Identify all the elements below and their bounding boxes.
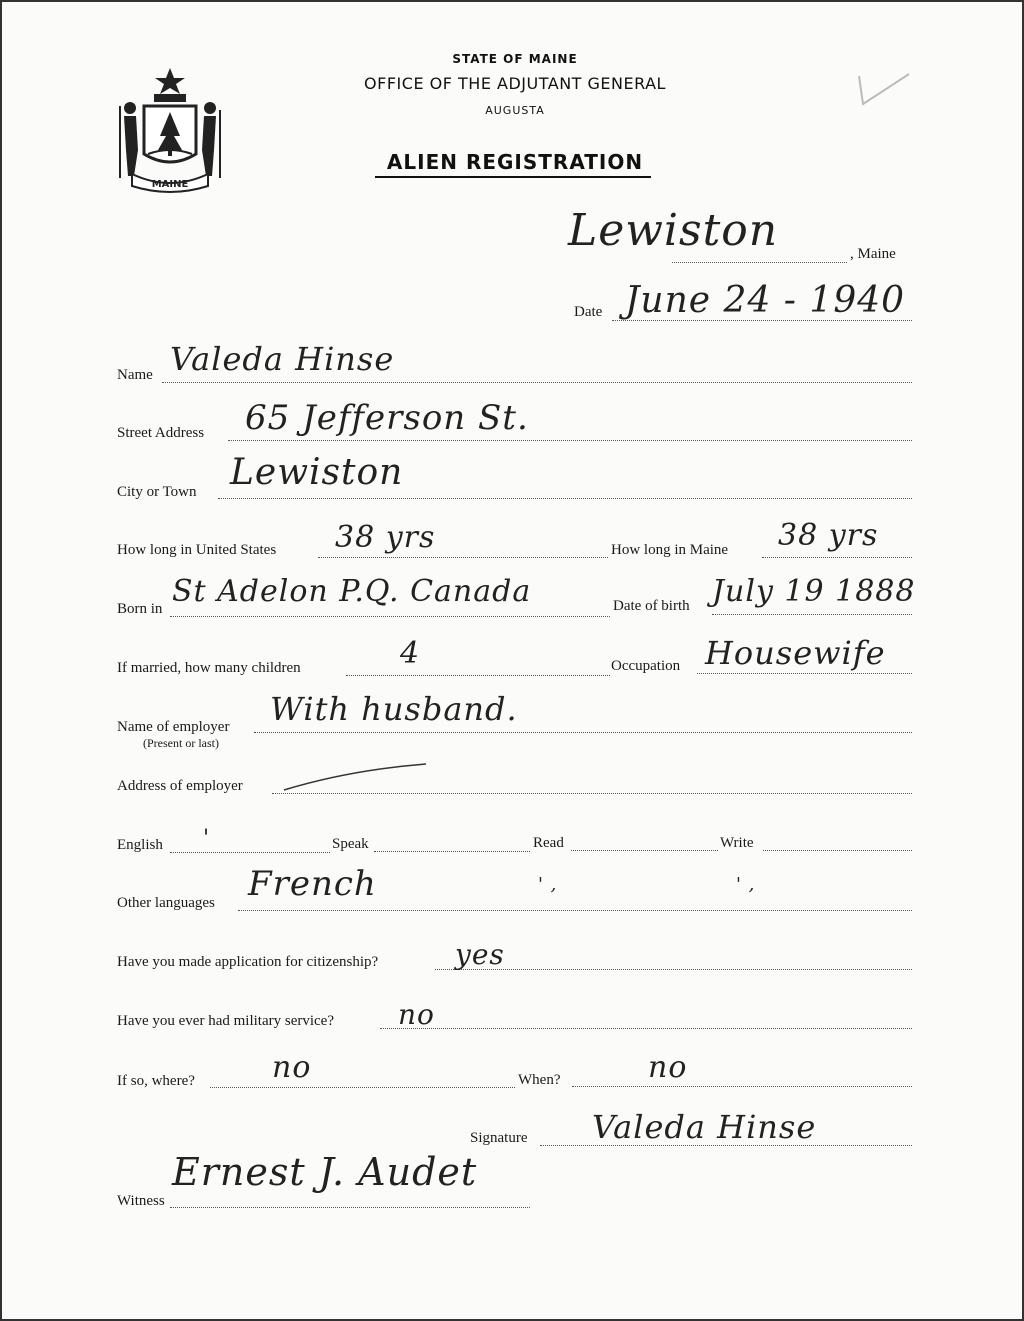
employer-line [254,732,912,733]
maine-duration-label: How long in Maine [611,542,729,558]
when-label: When? [518,1072,561,1088]
speak-label: Speak [332,836,369,852]
witness-value: Ernest J. Audet [172,1150,478,1194]
check-mark-icon [855,70,915,110]
us-duration-line [318,557,608,558]
town-line [672,262,847,263]
dob-line [712,614,912,615]
other-languages-label: Other languages [117,895,215,911]
occupation-value: Housewife [705,634,886,672]
header-state: STATE OF MAINE [452,52,578,66]
maine-duration-value: 38 yrs [778,518,879,553]
speak-line [374,851,530,852]
date-value: June 24 - 1940 [625,280,906,321]
date-label: Date [574,304,603,320]
maine-label: , Maine [850,246,896,262]
where-value: no [272,1050,312,1085]
write-line [763,850,912,851]
citizenship-value: yes [455,938,505,971]
name-value: Valeda Hinse [170,340,395,378]
occupation-label: Occupation [611,658,681,674]
dob-value: July 19 1888 [712,574,916,609]
where-label: If so, where? [117,1073,195,1089]
citizenship-line [435,969,912,970]
city-line [218,498,912,499]
street-value: 65 Jefferson St. [245,398,529,438]
read-label: Read [533,835,564,851]
employer-label: Name of employer [117,719,230,735]
street-label: Street Address [117,425,205,441]
where-line [210,1087,515,1088]
children-value: 4 [400,636,421,671]
children-label: If married, how many children [117,660,301,676]
us-duration-label: How long in United States [117,542,277,558]
witness-line [170,1207,530,1208]
birthplace-label: Born in [117,601,163,617]
header-city: AUGUSTA [485,104,545,117]
english-label: English [117,837,163,853]
header-office: OFFICE OF THE ADJUTANT GENERAL [364,74,666,93]
write-label: Write [720,835,754,851]
military-value: no [398,998,435,1031]
birthplace-line [170,616,610,617]
employer-sublabel: (Present or last) [143,736,219,750]
svg-text:MAINE: MAINE [151,179,189,190]
military-label: Have you ever had military service? [117,1013,334,1029]
maine-state-seal-icon [114,66,226,194]
dob-label: Date of birth [613,598,690,614]
signature-value: Valeda Hinse [592,1108,817,1146]
maine-duration-line [762,557,912,558]
military-line [380,1028,912,1029]
other-languages-line [238,910,912,911]
name-line [162,382,912,383]
write-mark: ' , [736,874,756,895]
when-value: no [648,1050,688,1085]
read-line [571,850,718,851]
employer-address-dash [280,760,430,794]
english-line [170,852,330,853]
page-title: ALIEN REGISTRATION [386,150,644,174]
other-languages-value: French [248,864,377,904]
signature-label: Signature [470,1130,528,1146]
title-underline [375,176,651,178]
us-duration-value: 38 yrs [335,520,436,555]
city-value: Lewiston [230,452,404,493]
birthplace-value: St Adelon P.Q. Canada [172,574,532,609]
employer-value: With husband. [270,690,518,728]
city-label: City or Town [117,484,197,500]
when-line [572,1086,912,1087]
occupation-line [697,673,912,674]
citizenship-label: Have you made application for citizenship? [117,954,379,970]
name-label: Name [117,367,153,383]
read-mark: ' , [538,874,558,895]
street-line [228,440,912,441]
children-line [346,675,610,676]
english-mark: ' [203,826,211,851]
town-value: Lewiston [568,205,779,256]
employer-address-label: Address of employer [117,778,243,794]
witness-label: Witness [117,1193,165,1209]
